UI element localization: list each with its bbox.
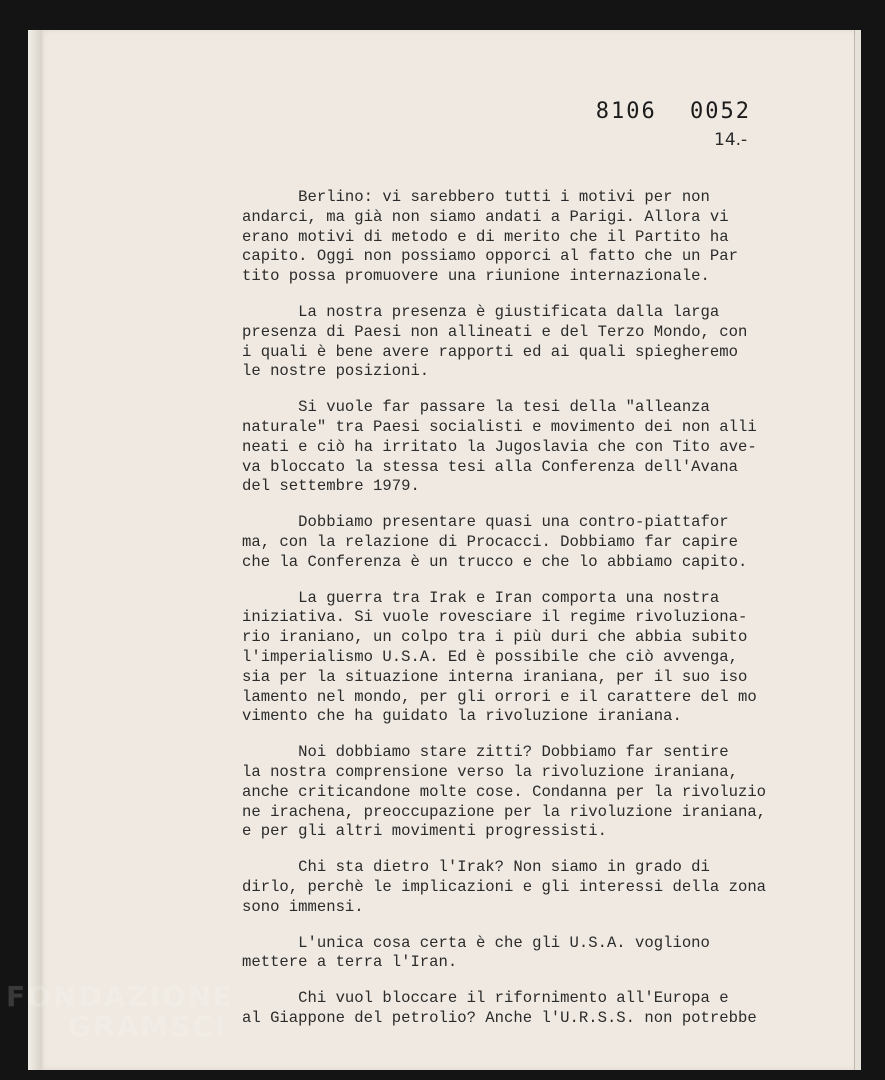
text-line: la nostra comprensione verso la rivoluzione iraniana, xyxy=(242,762,738,781)
text-line: del settembre 1979. xyxy=(242,477,420,496)
text-line: anche criticandone molte cose. Condanna per la rivoluzio xyxy=(242,782,767,801)
text-line: vimento che ha guidato la rivoluzione iraniana. xyxy=(242,707,682,726)
text-line: ne irachena, preoccupazione per la rivoluzione iraniana, xyxy=(242,802,767,821)
text-line: i quali è bene avere rapporti ed ai quali spiegheremo xyxy=(242,342,738,361)
text-line: L'unica cosa certa è che gli U.S.A. vogliono xyxy=(242,933,710,952)
text-line: iniziativa. Si vuole rovesciare il regime rivoluziona- xyxy=(242,608,748,627)
text-line: neati e ciò ha irritato la Jugoslavia che con Tito ave- xyxy=(242,437,757,456)
text-line: La nostra presenza è giustificata dalla larga xyxy=(242,302,720,321)
right-page-edge xyxy=(854,30,861,1070)
text-line: rio iraniano, un colpo tra i più duri che abbia subito xyxy=(242,628,748,647)
text-line: va bloccato la stessa tesi alla Conferenza dell'Avana xyxy=(242,457,738,476)
text-line: lamento nel mondo, per gli orrori e il carattere del mo xyxy=(242,687,757,706)
text-line: l'imperialismo U.S.A. Ed è possibile che ciò avvenga, xyxy=(242,647,738,666)
text-line: naturale" tra Paesi socialisti e movimento dei non alli xyxy=(242,417,757,436)
text-line: Dobbiamo presentare quasi una contro-piattafor xyxy=(242,513,729,532)
text-line: e per gli altri movimenti progressisti. xyxy=(242,822,607,841)
text-line: Si vuole far passare la tesi della "alleanza xyxy=(242,398,710,417)
text-line: le nostre posizioni. xyxy=(242,362,430,381)
text-line: tito possa promuovere una riunione internazionale. xyxy=(242,267,710,286)
text-line: dirlo, perchè le implicazioni e gli interessi della zona xyxy=(242,877,767,896)
paragraph xyxy=(242,513,802,572)
text-line: sia per la situazione interna iraniana, per il suo iso xyxy=(242,667,748,686)
text-line: Noi dobbiamo stare zitti? Dobbiamo far sentire xyxy=(242,743,729,762)
page-number: 14.- xyxy=(714,130,748,150)
paragraph xyxy=(242,934,802,974)
text-line: ma, con la relazione di Procacci. Dobbiamo far capire xyxy=(242,532,738,551)
text-line: erano motivi di metodo e di merito che il Partito ha xyxy=(242,227,729,246)
text-line: Chi vuol bloccare il rifornimento all'Europa e xyxy=(242,989,729,1008)
paragraph xyxy=(242,743,802,842)
paragraph xyxy=(242,858,802,917)
text-line: al Giappone del petrolio? Anche l'U.R.S.S. non potrebbe xyxy=(242,1008,757,1027)
text-line: capito. Oggi non possiamo opporci al fatto che un Par xyxy=(242,247,738,266)
paragraph xyxy=(242,989,802,1029)
archive-number: 8106 0052 xyxy=(595,99,751,124)
watermark-logo xyxy=(6,982,234,1042)
text-line: che la Conferenza è un trucco e che lo abbiamo capito. xyxy=(242,552,748,571)
page-edge xyxy=(28,30,42,1070)
watermark-line-2: GRAMSCI xyxy=(68,1010,228,1043)
text-line: sono immensi. xyxy=(242,897,364,916)
paragraph xyxy=(242,303,802,382)
paragraph xyxy=(242,398,802,497)
text-line: presenza di Paesi non allineati e del Terzo Mondo, con xyxy=(242,322,748,341)
watermark-line-1: FONDAZIONE xyxy=(6,980,235,1013)
paragraph xyxy=(242,188,802,287)
text-line: La guerra tra Irak e Iran comporta una nostra xyxy=(242,588,720,607)
text-line: Chi sta dietro l'Irak? Non siamo in grado di xyxy=(242,858,710,877)
text-line: andarci, ma già non siamo andati a Parigi. Allora vi xyxy=(242,207,729,226)
text-line: Berlino: vi sarebbero tutti i motivi per non xyxy=(242,188,710,206)
typed-body-text xyxy=(242,188,802,1045)
text-line: mettere a terra l'Iran. xyxy=(242,953,458,972)
paragraph xyxy=(242,589,802,728)
